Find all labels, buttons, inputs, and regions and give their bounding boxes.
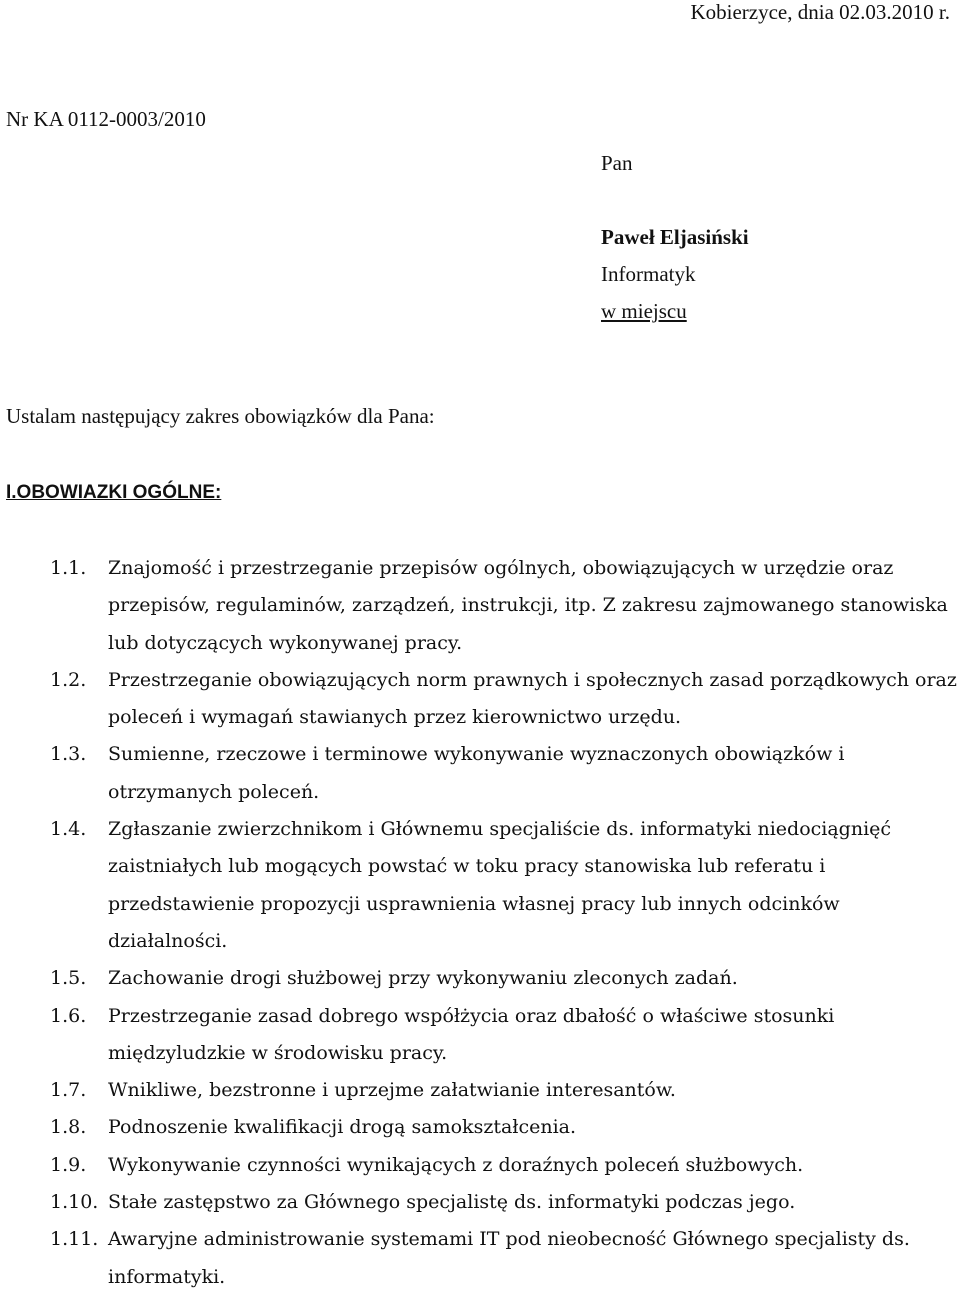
duty-text: Wnikliwe, bezstronne i uprzejme załatwianie interesantów. (108, 1079, 676, 1102)
duty-text: Stałe zastępstwo za Głównego specjalistę ds. informatyki podczas jego. (108, 1191, 796, 1214)
duty-item (50, 998, 960, 1073)
duty-item (50, 1221, 960, 1296)
duty-item (50, 550, 960, 662)
addressee-salutation: Pan (601, 151, 633, 175)
duty-item (50, 662, 960, 737)
reference-number: Nr KA 0112-0003/2010 (6, 107, 206, 131)
duty-item (50, 1072, 960, 1109)
duty-number: 1.10. (50, 1191, 99, 1214)
duty-text: Zgłaszanie zwierzchnikom i Głównemu specjaliście ds. informatyki niedociągnięć zaistniałych lub mogących powstać w toku pracy stanowiska lub referatu i przedstawienie propozycji usprawnienia własnej pracy lub innych odcinków działalności. (108, 818, 892, 952)
duty-text: Awaryjne administrowanie systemami IT pod nieobecność Głównego specjalisty ds. informatyki. (108, 1228, 910, 1288)
duty-number: 1.2. (50, 668, 87, 691)
duty-number: 1.6. (50, 1004, 87, 1027)
duty-text: Zachowanie drogi służbowej przy wykonywaniu zleconych zadań. (108, 967, 738, 990)
duty-item (50, 811, 960, 960)
duty-number: 1.8. (50, 1116, 87, 1139)
intro-line: Ustalam następujący zakres obowiązków dla Pana: (6, 404, 435, 428)
duty-number: 1.9. (50, 1153, 87, 1176)
duty-item (50, 736, 960, 811)
addressee-name: Paweł Eljasiński (601, 225, 749, 249)
section-heading: I.OBOWIAZKI OGÓLNE: (6, 482, 222, 503)
duty-text: Sumienne, rzeczowe i terminowe wykonywanie wyznaczonych obowiązków i otrzymanych poleceń. (108, 743, 845, 803)
duty-item (50, 1147, 960, 1184)
duty-text: Znajomość i przestrzeganie przepisów ogólnych, obowiązujących w urzędzie oraz przepisów, regulaminów, zarządzeń, instrukcji, itp. Z zakresu zajmowanego stanowiska lub dotyczących wykonywanej pracy. (108, 557, 948, 654)
duty-item (50, 1184, 960, 1221)
duty-number: 1.4. (50, 818, 87, 841)
duty-item (50, 1109, 960, 1146)
addressee-location: w miejscu (601, 299, 687, 323)
duty-text: Wykonywanie czynności wynikających z doraźnych poleceń służbowych. (108, 1153, 804, 1176)
addressee-spacer (601, 182, 749, 219)
addressee-block (601, 145, 749, 330)
duty-number: 1.11. (50, 1228, 99, 1251)
place-date: Kobierzyce, dnia 02.03.2010 r. (690, 0, 950, 24)
duty-number: 1.5. (50, 967, 87, 990)
duty-text: Przestrzeganie obowiązujących norm prawnych i społecznych zasad porządkowych oraz poleceń i wymagań stawianych przez kierownictwo urzędu. (108, 668, 957, 729)
duty-number: 1.3. (50, 743, 87, 766)
duty-number: 1.1. (50, 557, 87, 579)
duties-list (50, 550, 960, 1296)
duty-text: Przestrzeganie zasad dobrego współżycia oraz dbałość o właściwe stosunki międzyludzkie w środowisku pracy. (108, 1004, 835, 1064)
duty-number: 1.7. (50, 1079, 87, 1102)
duty-text: Podnoszenie kwalifikacji drogą samokształcenia. (108, 1116, 577, 1139)
duty-item (50, 960, 960, 997)
addressee-position: Informatyk (601, 262, 696, 286)
